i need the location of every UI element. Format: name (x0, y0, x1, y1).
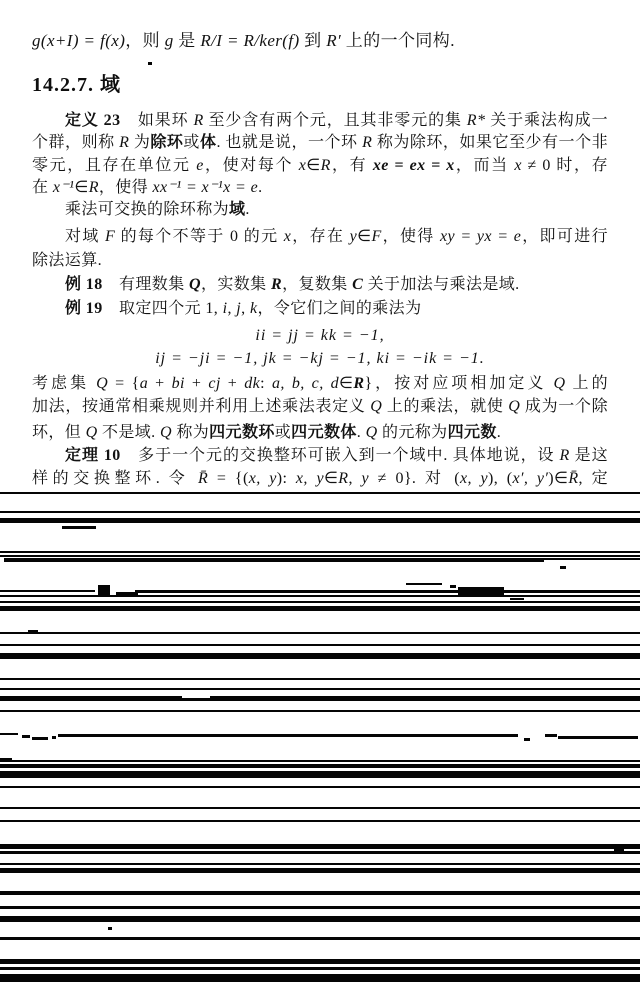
scan-artifact-line (0, 906, 640, 909)
text-run: Q (96, 375, 109, 392)
text-run: R* (466, 112, 486, 129)
definition-23-line-1 (32, 110, 608, 132)
text-run: R (320, 157, 331, 174)
text-run: y (361, 470, 370, 487)
scan-artifact-line (182, 698, 210, 701)
scan-artifact-line (510, 598, 524, 600)
scan-artifact-line (450, 585, 456, 588)
text-run: 四元数 (447, 424, 497, 441)
example-19-line (32, 298, 608, 320)
scan-artifact-line (558, 736, 638, 739)
scan-artifact-line (22, 735, 30, 738)
text-run: ，使对每个 (203, 157, 299, 174)
scan-artifact-line (0, 937, 640, 940)
definition-23-line-3 (32, 155, 608, 177)
text-run: . (496, 424, 502, 441)
theorem-10-line-2 (32, 468, 608, 490)
field-definition-line (32, 199, 608, 221)
scan-artifact-line (0, 959, 640, 964)
text-run: a (139, 375, 149, 392)
text-run: k (249, 300, 258, 317)
text-run: . (245, 201, 250, 218)
text-run: F (371, 228, 382, 245)
text-run: dk (244, 375, 261, 392)
text-run: . (258, 179, 263, 196)
quaternion-paragraph-line-3 (32, 422, 608, 444)
definition-23-line-2 (32, 132, 608, 154)
quaternion-paragraph-line-2 (32, 396, 608, 418)
text-run: ，实数集 (200, 276, 271, 293)
text-run: 不是域. (97, 424, 160, 441)
scan-artifact-line (0, 844, 640, 849)
text-run: }，按对应项相加定义 (364, 375, 554, 392)
text-run: : (260, 375, 273, 392)
text-run: x (283, 228, 292, 245)
section-heading: 14.2.7. 域 (32, 74, 121, 96)
text-run: 称为除环，如果它至少有一个非 (372, 134, 608, 151)
text-run: + (148, 375, 172, 392)
scan-artifact-line (0, 760, 640, 762)
text-run: , (241, 300, 250, 317)
scan-artifact-line (0, 688, 640, 690)
scan-artifact-line (544, 558, 640, 560)
text-run: 至少含有两个元，且其非零元的集 (203, 112, 467, 129)
text-run: 四元数体 (291, 424, 357, 441)
text-run: 考虑集 (32, 375, 97, 392)
text-run: 四元数环 (209, 424, 275, 441)
text-run: 样的交换整环. 令 (32, 470, 199, 487)
text-run: x⁻¹ (52, 179, 75, 196)
scan-artifact-line (0, 764, 640, 768)
scan-artifact-line (0, 974, 640, 982)
text-run: x (514, 157, 522, 174)
text-run: Q (159, 424, 172, 441)
text-run: 是这 (569, 447, 608, 464)
text-run: R̄ (568, 470, 579, 487)
text-run: 除环 (150, 134, 184, 151)
text-run: . 也就是说，一个环 (216, 134, 363, 151)
text-run: 的每个不等于 0 的元 (115, 228, 284, 245)
text-run: ，有 (330, 157, 373, 174)
text-run: ，复数集 (282, 276, 353, 293)
scan-artifact-line (0, 590, 95, 592)
scan-artifact-line (0, 820, 640, 822)
scan-artifact-line (58, 734, 518, 737)
text-run: ，使得 (381, 228, 440, 245)
text-run: ，即可进行 (521, 228, 608, 245)
scan-artifact-line (0, 595, 640, 597)
text-run: g (164, 31, 174, 50)
scan-artifact-line (0, 807, 640, 809)
text-run: 域 (229, 201, 246, 218)
text-run: 是 (173, 31, 201, 50)
text-run: 定义 23 (65, 112, 121, 129)
text-run: R (88, 179, 99, 196)
text-run: ): (276, 470, 296, 487)
text-run: a, b, c, d (272, 375, 340, 392)
text-run: 取定四个元 1, (102, 300, 223, 317)
text-run: R (362, 134, 373, 151)
text-run: ), ( (487, 470, 513, 487)
scan-artifact-line (32, 737, 48, 740)
text-run: ，则 (125, 31, 165, 50)
intro-line (32, 30, 608, 52)
text-run: ∈ (306, 157, 321, 174)
text-run: xx⁻¹ = x⁻¹x = e (152, 179, 259, 196)
text-run: R (559, 447, 570, 464)
text-run: R/I = R/ker(f) (200, 31, 300, 50)
scan-artifact-line (614, 849, 624, 853)
text-run: 有理数集 (102, 276, 190, 293)
scan-artifact-line (0, 696, 182, 701)
text-run: 零元，且存在单位元 (32, 157, 197, 174)
division-property-line-2 (32, 250, 608, 272)
text-run: 多于一个元的交换整环可嵌入到一个域中. 具体地说，设 (120, 447, 560, 464)
scan-artifact-line (62, 526, 96, 529)
text-run: 上的一个同构. (341, 31, 455, 50)
text-run: j (236, 300, 242, 317)
text-run: ≠ 0}. 对 ( (369, 470, 460, 487)
text-run: ，使得 (98, 179, 153, 196)
text-run: Q (508, 398, 521, 415)
scan-artifact-line (0, 868, 640, 873)
text-run: x′, y′ (512, 470, 549, 487)
scan-artifact-line (0, 551, 640, 553)
text-run: = { (108, 375, 140, 392)
scan-artifact-line (0, 518, 640, 523)
text-run: 的元称为 (377, 424, 448, 441)
text-run: 或 (274, 424, 292, 441)
text-run: 上的乘法，就使 (382, 398, 509, 415)
text-run: 关于加法与乘法是域. (363, 276, 520, 293)
text-run: g(x+I) = f(x) (32, 31, 126, 50)
scan-artifact-line (0, 851, 640, 854)
text-run: x, y (295, 470, 324, 487)
scan-artifact-line (0, 786, 640, 788)
text-run: Q (370, 398, 383, 415)
scan-artifact-line (0, 555, 640, 557)
text-run: x (298, 157, 307, 174)
scan-artifact-line (545, 734, 557, 737)
text-run: ij = −ji = −1, jk = −kj = −1, ki = −ik = −1. (155, 350, 485, 367)
scan-artifact-line (0, 678, 640, 680)
text-run: 上的 (565, 375, 608, 392)
text-run: 如果环 (120, 112, 194, 129)
text-run: 定理 10 (65, 447, 121, 464)
scan-artifact-line (4, 558, 544, 562)
text-run: , 定 (578, 470, 608, 487)
text-run: Q (189, 276, 201, 293)
text-run: + (184, 375, 209, 392)
scan-artifact-line (0, 492, 640, 494)
formula-line-2 (32, 348, 608, 370)
scan-artifact-line (524, 738, 530, 741)
scan-artifact-line (0, 916, 640, 922)
scan-artifact-line (0, 863, 640, 865)
text-run: R̄ (198, 470, 209, 487)
text-run: xe = ex = x (372, 157, 455, 174)
text-run: R (271, 276, 283, 293)
text-run: 对域 (65, 228, 106, 245)
text-run: 加法，按通常相乘规则并利用上述乘法表定义 (32, 398, 371, 415)
text-run: Q (365, 424, 378, 441)
scan-artifact-line (406, 583, 442, 585)
theorem-10-line-1 (32, 445, 608, 467)
text-run: R (193, 112, 204, 129)
text-run: e (196, 157, 204, 174)
text-run: , (227, 300, 237, 317)
text-run: ，而当 (454, 157, 515, 174)
text-run: 例 19 (65, 300, 103, 317)
text-run: C (352, 276, 364, 293)
scan-artifact-line (0, 771, 640, 778)
scan-artifact-line (52, 736, 56, 739)
text-run: Q (85, 424, 98, 441)
scan-artifact-line (0, 653, 640, 659)
text-run: ≠ 0 时，存 (521, 157, 609, 174)
text-run: 在 (32, 179, 53, 196)
text-run: 或 (183, 134, 200, 151)
scan-artifact-line (0, 601, 640, 603)
scan-artifact-line (0, 710, 640, 712)
text-run: = {( (208, 470, 249, 487)
scan-artifact-line (135, 590, 640, 593)
text-run: R (119, 134, 130, 151)
text-run: R (338, 470, 349, 487)
text-run: 关于乘法构成一 (485, 112, 608, 129)
text-run: F (105, 228, 116, 245)
text-run: R (353, 375, 365, 392)
formula-line-1 (32, 325, 608, 347)
text-run: 例 18 (65, 276, 103, 293)
text-run: ∈ (357, 228, 372, 245)
text-run: 个群，则称 (32, 134, 120, 151)
scan-artifact-line (0, 967, 640, 970)
text-run: 除法运算. (32, 252, 103, 269)
text-run: y (349, 228, 358, 245)
text-run: 到 (299, 31, 327, 50)
text-run: cj (208, 375, 221, 392)
example-18-line (32, 274, 608, 296)
scan-artifact-line (148, 62, 152, 65)
text-run: , (348, 470, 362, 487)
division-property-line-1 (32, 226, 608, 248)
text-run: x, y (248, 470, 277, 487)
scan-artifact-line (0, 891, 640, 895)
text-run: x, y (459, 470, 488, 487)
text-run: bi (171, 375, 185, 392)
scan-artifact-line (0, 644, 640, 646)
text-run: 成为一个除 (520, 398, 608, 415)
scan-artifact-line (0, 733, 18, 735)
text-run: 环，但 (32, 424, 86, 441)
quaternion-paragraph-line-1 (32, 373, 608, 395)
text-run: ，令它们之间的乘法为 (257, 300, 422, 317)
text-run: xy = yx = e (439, 228, 522, 245)
definition-23-line-4 (32, 177, 608, 199)
text-run: Q (553, 375, 566, 392)
scan-artifact-line (0, 632, 640, 634)
scan-artifact-line (210, 696, 640, 701)
text-run: )∈ (548, 470, 569, 487)
scan-artifact-line (108, 927, 112, 930)
text-run: 乘法可交换的除环称为 (65, 201, 230, 218)
text-run: R′ (326, 31, 342, 50)
text-run: ∈ (74, 179, 89, 196)
text-run: ∈ (323, 470, 339, 487)
text-run: ∈ (339, 375, 354, 392)
text-run: 为 (129, 134, 151, 151)
text-run: 称为 (171, 424, 210, 441)
text-run: ii = jj = kk = −1, (255, 327, 385, 344)
text-run: 体 (199, 134, 217, 151)
text-run: i (222, 300, 228, 317)
scan-artifact-line (0, 606, 640, 611)
text-run: ，存在 (291, 228, 350, 245)
text-run: + (220, 375, 245, 392)
text-run: . (356, 424, 366, 441)
scan-artifact-line (0, 511, 640, 513)
scan-artifact-line (560, 566, 566, 569)
